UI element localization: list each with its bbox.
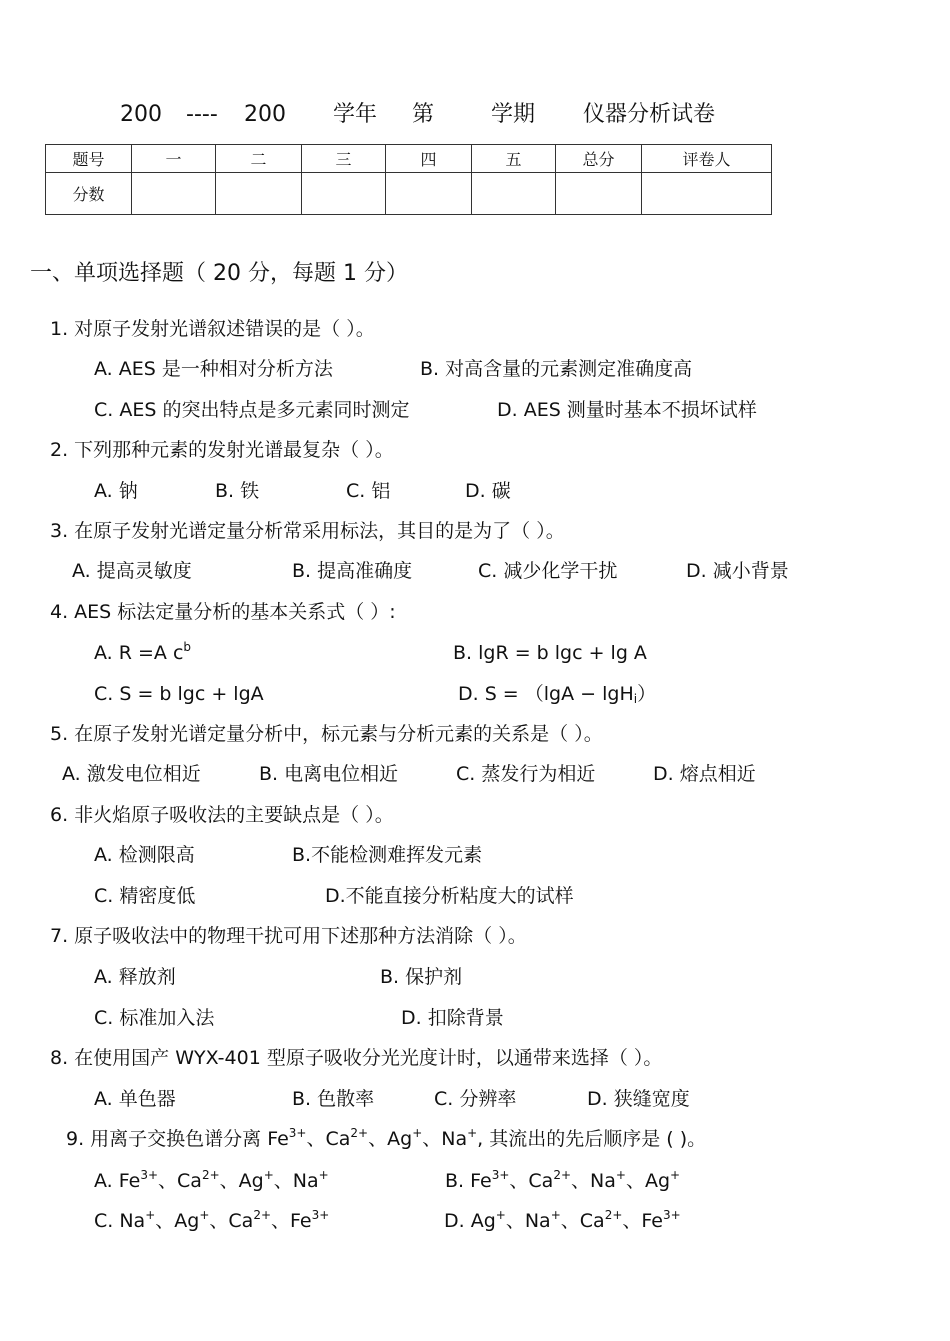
- question-5-option-d: D. 熔点相近: [653, 763, 756, 785]
- stem-text: , 其流出的先后顺序是 ( )。: [477, 1128, 707, 1150]
- question-6-option-b: B.不能检测难挥发元素: [292, 844, 483, 866]
- question-2-option-c: C. 铝: [346, 480, 391, 502]
- question-9-option-a: [94, 1168, 329, 1194]
- score-table-score-row: [46, 173, 772, 215]
- header-cell: 评卷人: [642, 145, 772, 173]
- question-9-option-d: [444, 1208, 681, 1234]
- question-7-stem: 7. 原子吸收法中的物理干扰可用下述那种方法消除（ ）。: [50, 925, 527, 947]
- score-cell[interactable]: [472, 173, 556, 215]
- header-cell: 四: [386, 145, 472, 173]
- stem-text: 9. 用离子交换色谱分离 Fe: [66, 1128, 289, 1150]
- score-cell[interactable]: [642, 173, 772, 215]
- question-1-option-b: B. 对高含量的元素测定准确度高: [420, 358, 693, 380]
- option-text: 、Ag: [219, 1170, 264, 1192]
- option-text: 、Fe: [271, 1210, 312, 1232]
- question-8-option-c: C. 分辨率: [434, 1088, 517, 1110]
- charge: 3+: [140, 1168, 159, 1182]
- header-cell: 五: [472, 145, 556, 173]
- score-cell[interactable]: [386, 173, 472, 215]
- charge: 3+: [491, 1168, 510, 1182]
- option-text: B. Fe: [445, 1170, 492, 1192]
- semester-label: 学期: [491, 102, 536, 127]
- question-7-option-b: B. 保护剂: [380, 966, 463, 988]
- option-text: 、Ca: [209, 1210, 254, 1232]
- question-7-option-a: A. 释放剂: [94, 966, 176, 988]
- question-8-option-a: A. 单色器: [94, 1088, 176, 1110]
- question-7-option-c: C. 标准加入法: [94, 1007, 215, 1029]
- stem-text: 、Ag: [368, 1128, 413, 1150]
- header-cell: 二: [216, 145, 302, 173]
- year-start: 200: [120, 102, 162, 127]
- row-label: 分数: [46, 173, 132, 215]
- question-1-option-c: C. AES 的突出特点是多元素同时测定: [94, 399, 410, 421]
- question-1-option-a: A. AES 是一种相对分析方法: [94, 358, 333, 380]
- question-3-option-b: B. 提高准确度: [292, 560, 413, 582]
- year-dashes: ----: [186, 102, 218, 127]
- question-2-option-a: A. 钠: [94, 480, 138, 502]
- score-cell[interactable]: [556, 173, 642, 215]
- exam-title: 仪器分析试卷: [583, 102, 716, 127]
- option-text: 、Na: [571, 1170, 616, 1192]
- charge: +: [199, 1208, 210, 1222]
- score-cell[interactable]: [132, 173, 216, 215]
- question-2-option-d: D. 碳: [465, 480, 511, 502]
- question-4-option-b: B. lgR = b lgc + lg A: [453, 642, 647, 664]
- option-text: 、Ca: [509, 1170, 554, 1192]
- question-3-option-c: C. 减少化学干扰: [478, 560, 618, 582]
- school-year-label: 学年: [333, 102, 378, 127]
- score-table-header-row: [46, 145, 772, 173]
- score-cell[interactable]: [216, 173, 302, 215]
- option-text: ）: [637, 683, 657, 705]
- question-6-option-c: C. 精密度低: [94, 885, 196, 907]
- header-cell: 总分: [556, 145, 642, 173]
- question-1-stem: 1. 对原子发射光谱叙述错误的是（ ）。: [50, 318, 375, 340]
- charge: 2+: [253, 1208, 272, 1222]
- score-table: [45, 144, 772, 215]
- option-text: A. Fe: [94, 1170, 141, 1192]
- charge: +: [550, 1208, 561, 1222]
- question-2-option-b: B. 铁: [215, 480, 260, 502]
- question-6-option-a: A. 检测限高: [94, 844, 195, 866]
- charge: +: [318, 1168, 329, 1182]
- header-cell: 一: [132, 145, 216, 173]
- question-7-option-d: D. 扣除背景: [401, 1007, 504, 1029]
- question-4-option-c: C. S = b lgc + lgA: [94, 683, 264, 705]
- charge: +: [145, 1208, 156, 1222]
- charge: 2+: [201, 1168, 220, 1182]
- charge: 2+: [553, 1168, 572, 1182]
- question-6-stem: 6. 非火焰原子吸收法的主要缺点是（ ）。: [50, 804, 394, 826]
- question-1-option-d: D. AES 测量时基本不损坏试样: [497, 399, 757, 421]
- option-text: 、Fe: [622, 1210, 663, 1232]
- question-8-option-b: B. 色散率: [292, 1088, 375, 1110]
- question-2-stem: 2. 下列那种元素的发射光谱最复杂（ ）。: [50, 439, 394, 461]
- question-3-option-d: D. 减小背景: [686, 560, 789, 582]
- charge: +: [263, 1168, 274, 1182]
- score-cell[interactable]: [302, 173, 386, 215]
- option-text: 、Ag: [155, 1210, 200, 1232]
- question-9-option-b: [445, 1168, 680, 1194]
- charge: 3+: [662, 1208, 681, 1222]
- option-text: 、Ca: [560, 1210, 605, 1232]
- question-9-option-c: [94, 1208, 329, 1234]
- option-text: C. Na: [94, 1210, 146, 1232]
- year-end: 200: [244, 102, 286, 127]
- charge: 2+: [350, 1126, 369, 1140]
- question-9-stem: [66, 1126, 706, 1152]
- charge: 2+: [604, 1208, 623, 1222]
- charge: 3+: [288, 1126, 307, 1140]
- question-5-option-b: B. 电离电位相近: [259, 763, 399, 785]
- option-text: 、Ca: [158, 1170, 202, 1192]
- section-title: 一、单项选择题（ 20 分，每题 1 分）: [30, 261, 408, 286]
- superscript: b: [183, 640, 192, 654]
- option-text: D. S = （lgA − lgH: [458, 683, 634, 705]
- charge: 3+: [311, 1208, 330, 1222]
- option-text: 、Na: [273, 1170, 319, 1192]
- charge: +: [670, 1168, 681, 1182]
- question-6-option-d: D.不能直接分析粘度大的试样: [325, 885, 574, 907]
- option-text: A. R =A c: [94, 642, 184, 664]
- ordinal-label: 第: [412, 102, 435, 127]
- subscript: i: [633, 692, 638, 706]
- question-4-stem: 4. AES 标法定量分析的基本关系式（ ）:: [50, 601, 396, 623]
- charge: +: [412, 1126, 423, 1140]
- question-8-stem: 8. 在使用国产 WYX-401 型原子吸收分光光度计时，以通带来选择（ ）。: [50, 1047, 663, 1069]
- question-5-stem: 5. 在原子发射光谱定量分析中，标元素与分析元素的关系是（ ）。: [50, 723, 603, 745]
- question-3-option-a: A. 提高灵敏度: [72, 560, 192, 582]
- stem-text: 、Ca: [306, 1128, 351, 1150]
- charge: +: [615, 1168, 626, 1182]
- option-text: D. Ag: [444, 1210, 496, 1232]
- charge: +: [495, 1208, 506, 1222]
- header-cell: 三: [302, 145, 386, 173]
- option-text: 、Na: [505, 1210, 551, 1232]
- question-4-option-d: [458, 681, 656, 707]
- header-cell: 题号: [46, 145, 132, 173]
- question-4-option-a: [94, 640, 191, 666]
- question-3-stem: 3. 在原子发射光谱定量分析常采用标法，其目的是为了（ ）。: [50, 520, 565, 542]
- question-5-option-c: C. 蒸发行为相近: [456, 763, 596, 785]
- question-5-option-a: A. 激发电位相近: [62, 763, 201, 785]
- option-text: 、Ag: [625, 1170, 671, 1192]
- charge: +: [467, 1126, 478, 1140]
- stem-text: 、Na: [422, 1128, 468, 1150]
- question-8-option-d: D. 狭缝宽度: [587, 1088, 690, 1110]
